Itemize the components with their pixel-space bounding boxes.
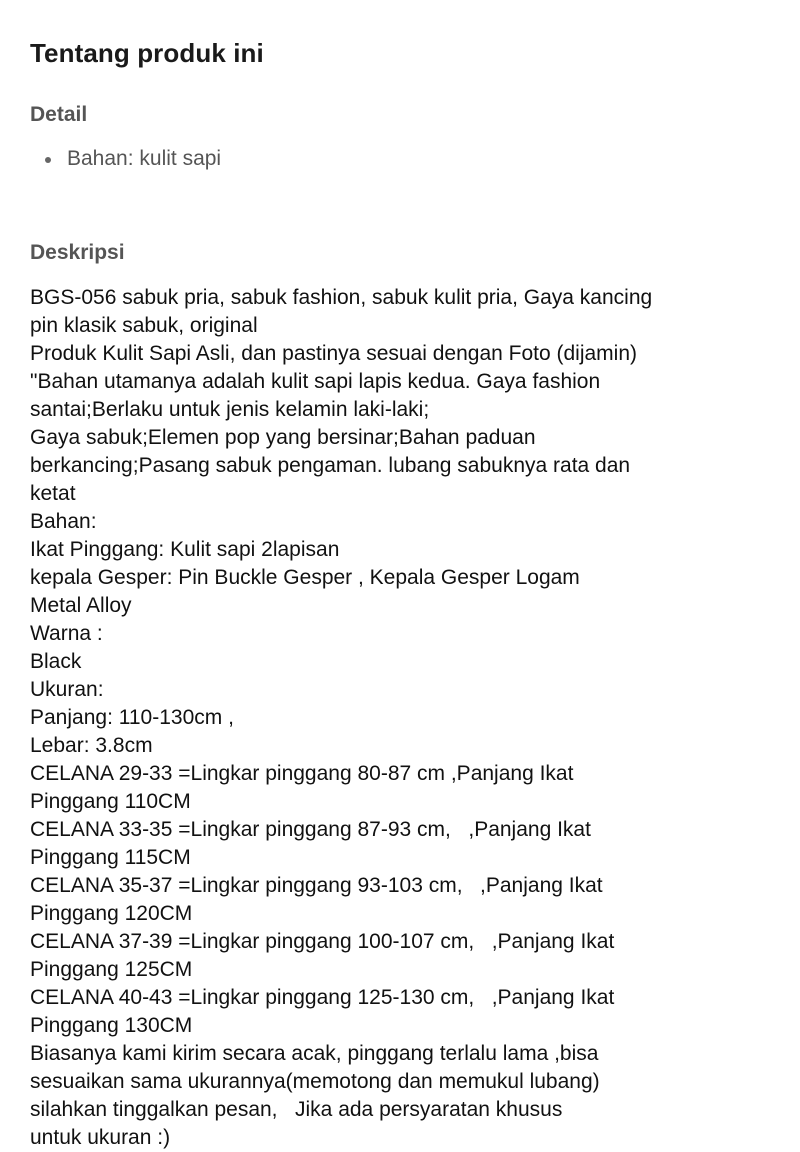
description-line: Pinggang 120CM	[30, 902, 193, 925]
description-line: Lebar: 3.8cm	[30, 734, 153, 757]
description-line: Bahan:	[30, 510, 97, 533]
description-heading: Deskripsi	[30, 241, 125, 264]
description-line: sesuaikan sama ukurannya(memotong dan memukul lubang)	[30, 1070, 600, 1093]
description-line: CELANA 29-33 =Lingkar pinggang 80-87 cm ,Panjang Ikat	[30, 762, 574, 785]
bullet-icon	[45, 157, 51, 163]
description-line: berkancing;Pasang sabuk pengaman. lubang sabuknya rata dan	[30, 454, 631, 477]
description-line: Black	[30, 650, 82, 673]
description-line: Biasanya kami kirim secara acak, pinggang terlalu lama ,bisa	[30, 1042, 599, 1065]
description-line: CELANA 40-43 =Lingkar pinggang 125-130 cm, ,Panjang Ikat	[30, 986, 615, 1009]
description-line: Metal Alloy	[30, 594, 132, 617]
detail-heading: Detail	[30, 103, 88, 126]
description-body	[30, 284, 790, 1152]
description-line: Warna :	[30, 622, 103, 645]
description-line: Pinggang 125CM	[30, 958, 193, 981]
description-line: Ukuran:	[30, 678, 104, 701]
detail-list	[30, 145, 221, 173]
description-line: Gaya sabuk;Elemen pop yang bersinar;Bahan paduan	[30, 426, 536, 449]
description-line: CELANA 33-35 =Lingkar pinggang 87-93 cm, ,Panjang Ikat	[30, 818, 591, 841]
description-line: BGS-056 sabuk pria, sabuk fashion, sabuk kulit pria, Gaya kancing	[30, 286, 653, 309]
description-line: Panjang: 110-130cm ,	[30, 706, 234, 729]
description-line: untuk ukuran :)	[30, 1126, 171, 1149]
detail-item-text: Bahan: kulit sapi	[67, 147, 222, 170]
description-line: CELANA 37-39 =Lingkar pinggang 100-107 cm, ,Panjang Ikat	[30, 930, 615, 953]
description-line: Pinggang 115CM	[30, 846, 191, 869]
description-line: Ikat Pinggang: Kulit sapi 2lapisan	[30, 538, 340, 561]
description-line: silahkan tinggalkan pesan, Jika ada persyaratan khusus	[30, 1098, 563, 1121]
description-line: "Bahan utamanya adalah kulit sapi lapis kedua. Gaya fashion	[30, 370, 601, 393]
page-title: Tentang produk ini	[30, 38, 264, 68]
description-line: Produk Kulit Sapi Asli, dan pastinya sesuai dengan Foto (dijamin)	[30, 342, 638, 365]
description-line: ketat	[30, 482, 76, 505]
detail-item	[30, 145, 221, 173]
description-line: kepala Gesper: Pin Buckle Gesper , Kepala Gesper Logam	[30, 566, 580, 589]
description-line: Pinggang 110CM	[30, 790, 191, 813]
description-line: santai;Berlaku untuk jenis kelamin laki-laki;	[30, 398, 430, 421]
description-line: CELANA 35-37 =Lingkar pinggang 93-103 cm, ,Panjang Ikat	[30, 874, 603, 897]
description-line: pin klasik sabuk, original	[30, 314, 258, 337]
description-line: Pinggang 130CM	[30, 1014, 193, 1037]
